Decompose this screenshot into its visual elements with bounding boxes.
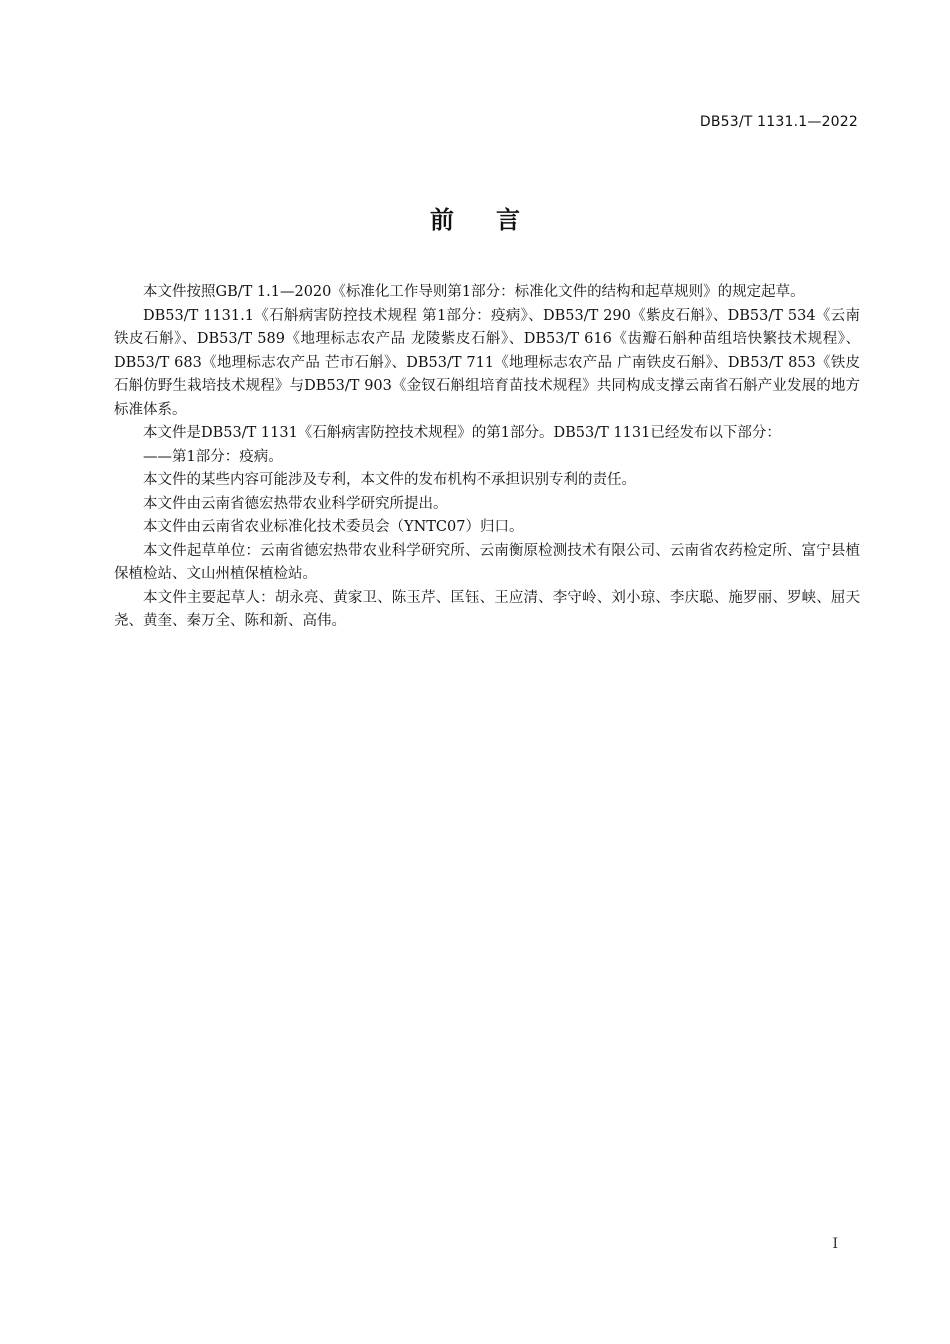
- paragraph-part-list: ——第1部分：疫病。: [143, 448, 283, 465]
- paragraph-part-info: 本文件是DB53/T 1131《石斛病害防控技术规程》的第1部分。DB53/T 1131已经发布以下部分：: [143, 425, 781, 441]
- document-body: [114, 281, 860, 634]
- paragraph-proposer: 本文件由云南省德宏热带农业科学研究所提出。: [143, 495, 448, 512]
- paragraph-administrator: 本文件由云南省农业标准化技术委员会（YNTC07）归口。: [143, 519, 524, 535]
- paragraph-drafting-units: 本文件起草单位：云南省德宏热带农业科学研究所、云南衡原检测技术有限公司、云南省农药检定所、富宁县植保植检站、文山州植保植检站。: [114, 542, 860, 582]
- paragraph-patent-notice: 本文件的某些内容可能涉及专利，本文件的发布机构不承担识别专利的责任。: [143, 472, 636, 488]
- page-title: 前言: [430, 206, 562, 234]
- paragraph-drafters: 本文件主要起草人：胡永亮、黄家卫、陈玉芹、匡钰、王应清、李守岭、刘小琼、李庆聪、施罗丽、罗峡、屈天尧、黄奎、秦万全、陈和新、高伟。: [114, 589, 860, 629]
- paragraph-drafting-basis: 本文件按照GB/T 1.1—2020《标准化工作导则第1部分：标准化文件的结构和起草规则》的规定起草。: [143, 284, 805, 300]
- page-number: I: [832, 1236, 838, 1252]
- paragraph-standard-system: DB53/T 1131.1《石斛病害防控技术规程 第1部分：疫病》、DB53/T 290《紫皮石斛》、DB53/T 534《云南铁皮石斛》、DB53/T 589《地理标志农产品 龙陵紫皮石斛》、DB53/T 616《齿瓣石斛种苗组培快繁技术规程》、DB53/T 683《地理标志农产品 芒市石斛》、DB53/T 711《地理标志农产品 广南铁皮石斛》、DB53/T 853《铁皮石斛仿野生栽培技术规程》与DB53/T 903《金钗石斛组培育苗技术规程》共同构成支撑云南省石斛产业发展的地方标准体系。: [114, 307, 860, 418]
- document-number: DB53/T 1131.1—2022: [699, 114, 858, 130]
